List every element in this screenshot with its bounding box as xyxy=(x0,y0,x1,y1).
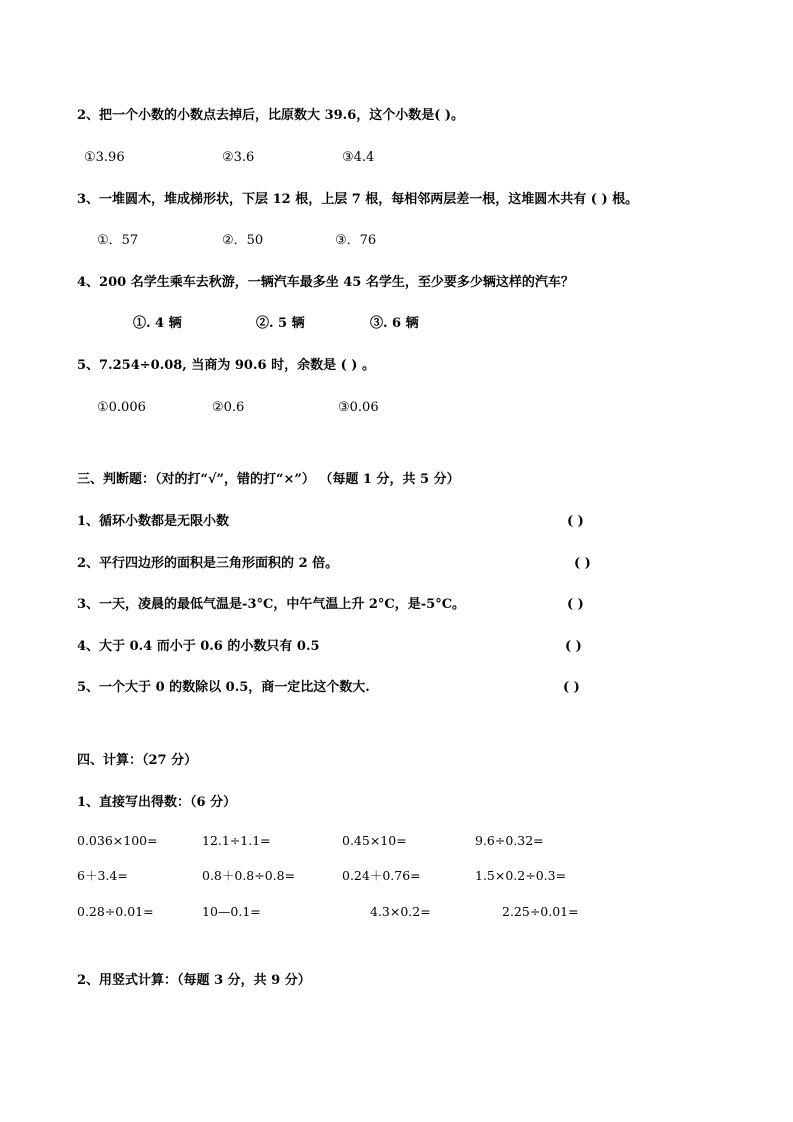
question-2-option-3: ③4.4 xyxy=(342,150,375,165)
judge-item-5-text: 5、一个大于 0 的数除以 0.5，商一定比这个数大. xyxy=(77,680,370,695)
question-2-option-2: ②3.6 xyxy=(222,150,255,165)
question-3-option-1: ①．57 xyxy=(97,233,139,248)
judge-section-title: 三、判断题：（对的打“√”，错的打“×”） （每题 1 分，共 5 分） xyxy=(77,472,460,487)
calc-cell-r2c3: 0.24＋0.76= xyxy=(342,868,421,883)
calc-cell-r1c4: 9.6÷0.32= xyxy=(475,833,544,848)
question-2-stem: 2、把一个小数的小数点去掉后，比原数大 39.6，这个小数是( )。 xyxy=(77,108,465,123)
calc-sub2-title: 2、用竖式计算：（每题 3 分，共 9 分） xyxy=(77,973,311,988)
question-4-option-2: ②. 5 辆 xyxy=(256,316,305,331)
calc-cell-r3c4: 2.25÷0.01= xyxy=(502,904,579,919)
calc-cell-r1c3: 0.45×10= xyxy=(342,833,407,848)
question-5-stem: 5、7.254÷0.08, 当商为 90.6 时，余数是 ( ) 。 xyxy=(77,358,375,373)
judge-item-4-answer-blank: ( ) xyxy=(565,639,582,654)
question-5-option-1: ①0.006 xyxy=(97,400,146,415)
judge-item-1-answer-blank: ( ) xyxy=(567,514,584,529)
judge-item-3-text: 3、一天，凌晨的最低气温是-3°C，中午气温上升 2°C，是-5°C。 xyxy=(77,597,466,612)
calc-section-title: 四、计算：（27 分） xyxy=(77,753,198,768)
question-3-stem: 3、一堆圆木，堆成梯形状，下层 12 根，上层 7 根，每相邻两层差一根，这堆圆木共有 ( ) 根。 xyxy=(77,192,639,207)
judge-item-4-text: 4、大于 0.4 而小于 0.6 的小数只有 0.5 xyxy=(77,639,320,654)
judge-item-1-text: 1、循环小数都是无限小数 xyxy=(77,514,230,529)
question-5-option-2: ②0.6 xyxy=(212,400,245,415)
calc-cell-r2c4: 1.5×0.2÷0.3= xyxy=(475,868,567,883)
question-2-option-1: ①3.96 xyxy=(84,150,125,165)
calc-cell-r3c2: 10—0.1= xyxy=(202,904,261,919)
question-4-option-3: ③. 6 辆 xyxy=(370,316,419,331)
question-4-option-1: ①. 4 辆 xyxy=(133,316,182,331)
calc-cell-r1c2: 12.1÷1.1= xyxy=(202,833,271,848)
calc-cell-r1c1: 0.036×100= xyxy=(77,833,158,848)
judge-item-2-text: 2、平行四边形的面积是三角形面积的 2 倍。 xyxy=(77,556,339,571)
calc-cell-r3c1: 0.28÷0.01= xyxy=(77,904,154,919)
question-3-option-3: ③．76 xyxy=(335,233,377,248)
calc-cell-r2c1: 6＋3.4= xyxy=(77,868,128,883)
calc-sub1-title: 1、直接写出得数：（6 分） xyxy=(77,795,237,810)
calc-cell-r3c3: 4.3×0.2= xyxy=(370,904,431,919)
calc-cell-r2c2: 0.8＋0.8÷0.8= xyxy=(202,868,296,883)
question-4-stem: 4、200 名学生乘车去秋游，一辆汽车最多坐 45 名学生，至少要多少辆这样的汽车？ xyxy=(77,275,574,290)
question-5-option-3: ③0.06 xyxy=(338,400,379,415)
judge-item-5-answer-blank: ( ) xyxy=(563,680,580,695)
judge-item-2-answer-blank: ( ) xyxy=(574,556,591,571)
judge-item-3-answer-blank: ( ) xyxy=(567,597,584,612)
question-3-option-2: ②．50 xyxy=(222,233,264,248)
